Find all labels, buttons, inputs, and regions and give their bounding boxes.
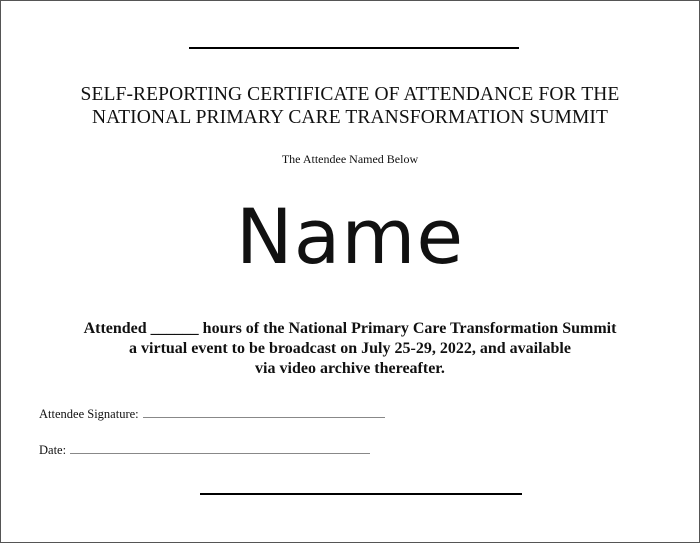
top-divider bbox=[189, 47, 519, 49]
statement-line-3: via video archive thereafter. bbox=[255, 360, 445, 377]
attendee-name: Name bbox=[235, 192, 465, 281]
date-field bbox=[39, 441, 370, 458]
signature-field bbox=[39, 405, 385, 422]
bottom-divider bbox=[200, 493, 522, 495]
statement-line-2: a virtual event to be broadcast on July 25-29, 2022, and available bbox=[129, 340, 571, 357]
attendee-subtitle: The Attendee Named Below bbox=[281, 152, 419, 166]
signature-label: Attendee Signature: bbox=[39, 407, 139, 421]
date-label: Date: bbox=[39, 443, 67, 457]
certificate-title bbox=[1, 83, 699, 129]
title-line-1: SELF-REPORTING CERTIFICATE OF ATTENDANCE FOR THE bbox=[80, 84, 620, 105]
signature-blank-line[interactable] bbox=[143, 405, 385, 418]
attendance-statement bbox=[1, 319, 699, 379]
date-blank-line[interactable] bbox=[70, 441, 370, 454]
title-line-2: NATIONAL PRIMARY CARE TRANSFORMATION SUMMIT bbox=[91, 107, 609, 128]
statement-line-1: Attended ______ hours of the National Primary Care Transformation Summit bbox=[83, 320, 617, 337]
